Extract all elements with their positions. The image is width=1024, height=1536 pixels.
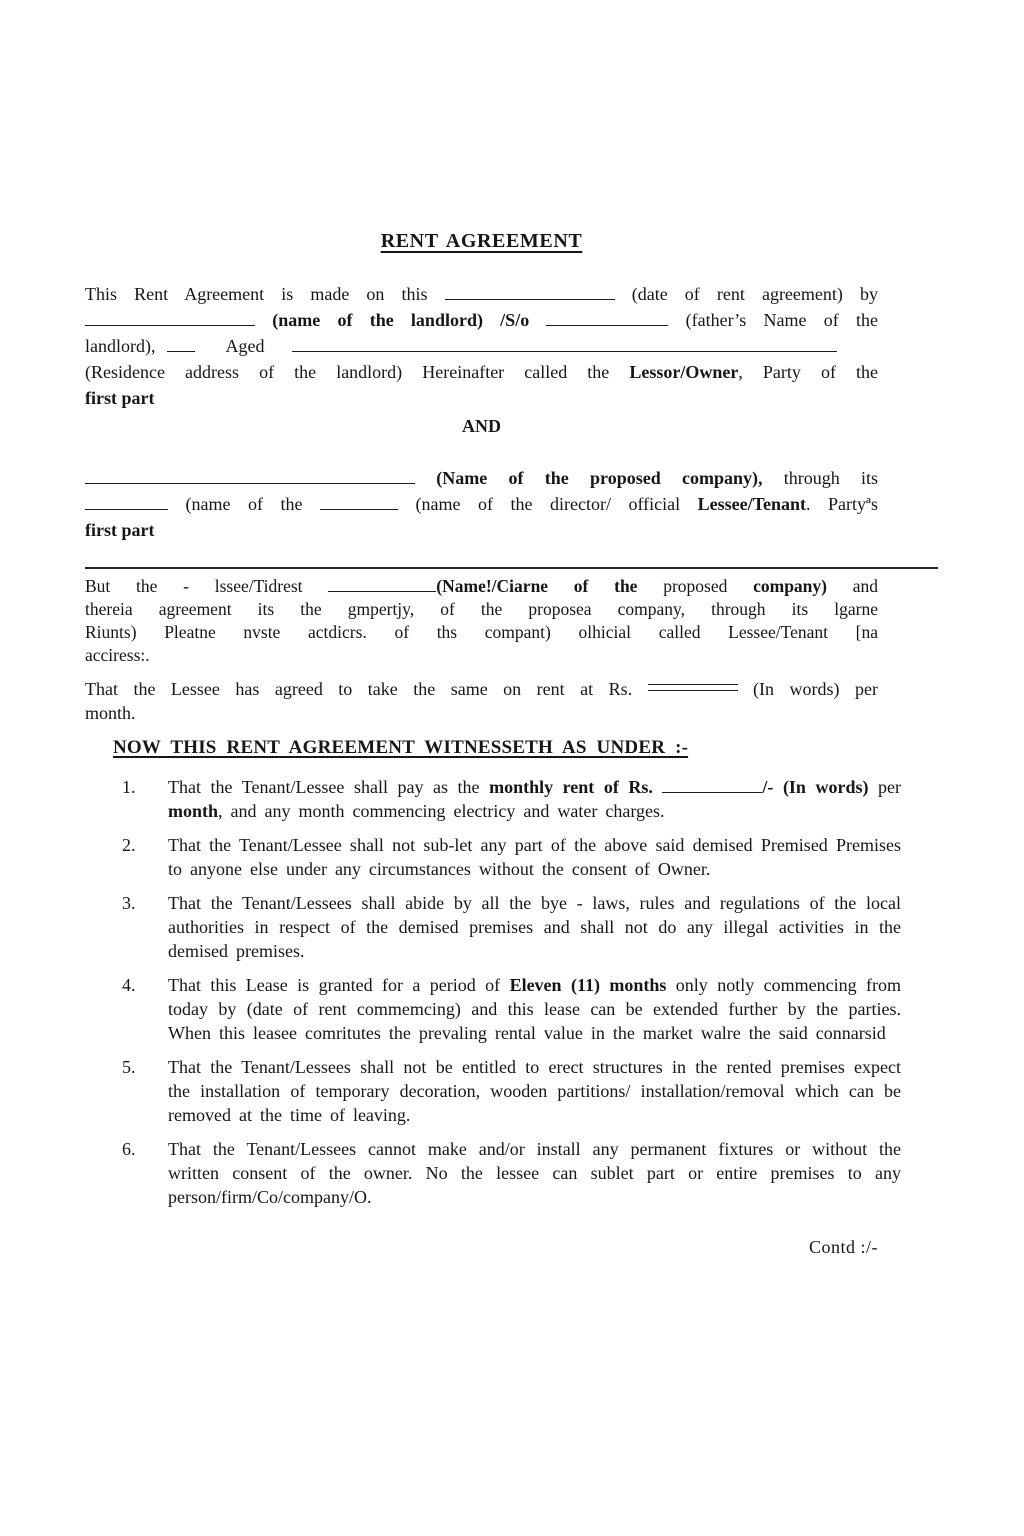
- spacer: [195, 351, 225, 352]
- text-segment: (Name!/Ciarne of the: [436, 576, 638, 596]
- clause-list: [85, 775, 902, 1209]
- text-segment: proposed: [637, 576, 754, 596]
- blank-underline: [85, 494, 168, 510]
- clause-number: 3.: [122, 893, 136, 913]
- blank-underline: [546, 310, 668, 326]
- clause-3: [85, 891, 901, 963]
- rent-paragraph: [85, 677, 878, 725]
- clause-number: 6.: [122, 1139, 136, 1159]
- text-line: [85, 491, 878, 517]
- witnesseth-heading: NOW THIS RENT AGREEMENT WITNESSETH AS UNDER :-: [113, 737, 689, 758]
- and-separator: AND: [462, 416, 501, 436]
- document-title-text: RENT AGREEMENT: [380, 230, 583, 252]
- clause-number: 1.: [122, 777, 136, 797]
- lessee-paragraph: [85, 575, 878, 667]
- blank-underline: [292, 336, 837, 352]
- clause-text: [168, 1137, 901, 1209]
- clause-number: 4.: [122, 975, 136, 995]
- blank-underline: [167, 336, 195, 352]
- clause-text: [168, 775, 901, 823]
- company-paragraph: [85, 465, 878, 543]
- clause-4: [85, 973, 901, 1045]
- text-segment: (Name of the proposed company),: [436, 468, 763, 488]
- blank-underline: [85, 310, 255, 326]
- document-title: [85, 230, 878, 253]
- text-line: [85, 621, 878, 644]
- text-line: [85, 677, 878, 701]
- text-segment: Eleven (11) months: [509, 975, 667, 995]
- text-segment: . Partyªs: [806, 494, 878, 514]
- clause-text: [168, 973, 901, 1045]
- text-segment: (name of the director/ official: [398, 494, 698, 514]
- text-segment: thereia agreement its the gmpertjy, of the proposea company, through its lgarne: [85, 599, 878, 619]
- text-segment: Lessor/Owner: [629, 362, 739, 382]
- text-segment: (name of the: [168, 494, 321, 514]
- text-segment: landlord),: [85, 336, 156, 356]
- text-line: [85, 465, 878, 491]
- blank-underline: [648, 684, 738, 691]
- text-segment: and: [826, 576, 878, 596]
- text-segment: That the Tenant/Lessees shall abide by all the bye - laws, rules and regulations of the local authorities in respect of the demised premises and shall not do any illegal activities in the demised premises.: [168, 893, 901, 961]
- blank-underline: [445, 284, 615, 300]
- text-segment: But the - lssee/Tidrest: [85, 576, 329, 596]
- intro-paragraph: [85, 281, 878, 411]
- text-segment: That the Lessee has agreed to take the same on rent at Rs.: [85, 679, 648, 699]
- text-segment: Lessee/Tenant: [697, 494, 807, 514]
- text-line: [85, 385, 878, 411]
- text-line: [85, 701, 878, 725]
- text-line: [85, 575, 878, 598]
- clause-number: 5.: [122, 1057, 136, 1077]
- clause-5: [85, 1055, 901, 1127]
- text-segment: month: [168, 801, 219, 821]
- text-segment: per: [868, 777, 902, 797]
- text-segment: (name of the landlord) /S/o: [255, 310, 547, 330]
- text-segment: That the Tenant/Lessees cannot make and/or install any permanent fixtures or without the written consent of the owner. No the lessee can sublet part or entire premises to any person/firm/Co/company/O.: [168, 1139, 901, 1207]
- text-line: [85, 517, 878, 543]
- text-segment: That the Tenant/Lessees shall not be entitled to erect structures in the rented premises expect the installation of temporary decoration, wooden partitions/ installation/removal which can be removed at the time of leaving.: [168, 1057, 901, 1125]
- text-segment: , Party of the: [738, 362, 879, 382]
- text-segment: acciress:.: [85, 645, 150, 665]
- text-segment: (date of rent agreement) by: [614, 284, 878, 304]
- clause-text: [168, 891, 901, 963]
- spacer: [264, 351, 292, 352]
- text-line: [85, 307, 878, 333]
- text-segment: (Residence address of the landlord) Hereinafter called the: [85, 362, 630, 382]
- text-segment: monthly rent of Rs.: [489, 777, 663, 797]
- text-segment: That this Lease is granted for a period of: [168, 975, 510, 995]
- text-segment: month.: [85, 703, 136, 723]
- text-line: [85, 281, 878, 307]
- text-segment: (In words) per: [737, 679, 878, 699]
- blank-underline: [328, 576, 436, 592]
- text-line: [85, 333, 878, 359]
- contd-label: Contd :/-: [808, 1237, 878, 1257]
- text-line: [85, 644, 878, 667]
- text-segment: /- (In words): [762, 777, 869, 797]
- blank-underline: [320, 494, 398, 510]
- text-segment: , and any month commencing electricy and water charges.: [218, 801, 665, 821]
- text-line: [85, 598, 878, 621]
- blank-underline: [85, 468, 415, 484]
- text-segment: Riunts) Pleatne nvste actdicrs. of ths compant) olhicial called Lessee/Tenant [na: [85, 622, 878, 642]
- text-segment: first part: [85, 388, 155, 408]
- blank-underline: [662, 777, 762, 793]
- spacer: [155, 351, 167, 352]
- text-segment: This Rent Agreement is made on this: [85, 284, 445, 304]
- text-line: [85, 359, 878, 385]
- text-segment: [415, 468, 436, 488]
- clause-1: [85, 775, 902, 823]
- section-divider: [85, 567, 938, 569]
- text-segment: That the Tenant/Lessee shall pay as the: [168, 777, 490, 797]
- text-segment: (father’s Name of the: [668, 310, 878, 330]
- clause-2: [85, 833, 901, 881]
- text-segment: Aged: [225, 336, 265, 356]
- text-segment: That the Tenant/Lessee shall not sub-let any part of the above said demised Premised Premises to anyone else under any circumstances without the consent of Owner.: [168, 835, 901, 879]
- text-segment: company): [753, 576, 827, 596]
- text-segment: through its: [762, 468, 878, 488]
- text-segment: only notly commencing from today by (date of rent commemcing) and this lease can be extended further by the parties. When this leasee comritutes the prevaling rental value in the market walre the said connarsid: [168, 975, 901, 1043]
- clause-number: 2.: [122, 835, 136, 855]
- clause-text: [168, 1055, 901, 1127]
- clause-6: [85, 1137, 901, 1209]
- clause-text: [168, 833, 901, 881]
- text-segment: first part: [85, 520, 155, 540]
